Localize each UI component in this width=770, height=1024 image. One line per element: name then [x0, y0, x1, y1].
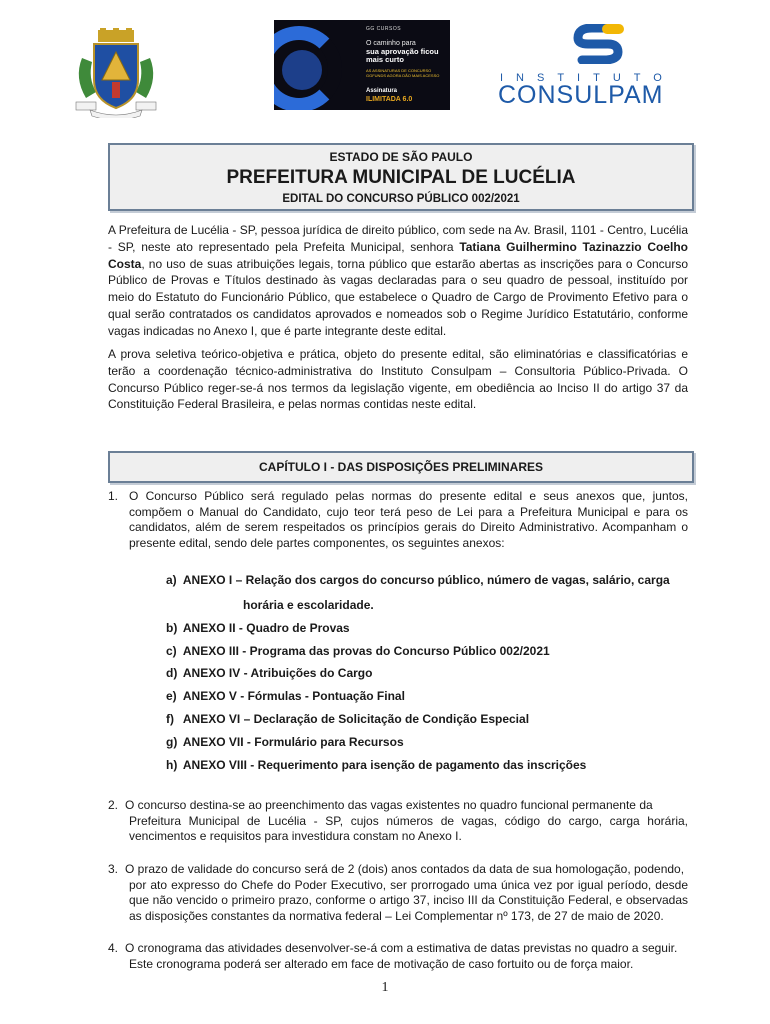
- consulpam-logo: [498, 24, 704, 110]
- list-item-2: [108, 798, 688, 845]
- page-number: 1: [381, 980, 389, 995]
- promo-line2: sua aprovação ficou mais curto: [366, 47, 439, 64]
- list-item-1: [108, 489, 688, 551]
- item-text-first: O prazo de validade do concurso será de 2 (dois) anos contados da data de sua homologação, podendo,: [125, 862, 685, 876]
- item-text-rest: Este cronograma poderá ser alterado em face de motivação de caso fortuito ou de força maior.: [129, 956, 634, 971]
- annex-item-g: g) ANEXO VII - Formulário para Recursos: [166, 735, 404, 749]
- intro-p1-after: , no uso de suas atribuições legais, torna público que estarão abertas as inscrições para o Concurso Público de Provas e Títulos destinado às vagas declaradas para o seu quadro de pessoal, instituído por meio do Estatuto do Funcionário Público, que estabelece o Quadro de Cargo de Provimento Efetivo para o qual serão contratados os candidatos aprovados e nomeados sob o Regime Jurídico Estatutário, conforme vagas indicadas no Anexo I, que é parte integrante deste edital.: [108, 256, 688, 338]
- item-number: 1.: [108, 489, 119, 503]
- intro-p1-before: A Prefeitura de Lucélia - SP, pessoa jurídica de direito público, com sede na Av. Brasil, 1101 - Centro, Lucélia - SP, neste ato representado pela Prefeita Municipal, senhora: [108, 223, 688, 254]
- logo-row: [0, 18, 770, 118]
- item-number: 4.: [108, 941, 119, 955]
- intro-paragraph-1: [108, 222, 688, 340]
- list-item-3: [108, 862, 688, 924]
- annex-text: ANEXO III - Programa das provas do Concurso Público 002/2021: [182, 644, 550, 658]
- annex-item-a: a) ANEXO I – Relação dos cargos do concurso público, número de vagas, salário, carga: [166, 573, 670, 587]
- promo-ring-inner: [282, 50, 322, 90]
- annex-item-f: f) ANEXO VI – Declaração de Solicitação de Condição Especial: [166, 712, 530, 726]
- state-name: ESTADO DE SÃO PAULO: [329, 150, 473, 164]
- page-title: PREFEITURA MUNICIPAL DE LUCÉLIA: [226, 167, 576, 188]
- promo-line3: AS ASSINATURAS DE CONCURSO GGFUNDS AGORA DÃO MAIS ACESSO: [366, 68, 440, 78]
- annex-item-b: b) ANEXO II - Quadro de Provas: [166, 621, 350, 635]
- consulpam-s-icon: [572, 24, 626, 64]
- item-text-rest: Prefeitura Municipal de Lucélia - SP, cujos números de vagas, código do cargo, carga horária, vencimentos e requisitos para investidura constam no Anexo I.: [129, 813, 688, 844]
- annex-text: ANEXO VII - Formulário para Recursos: [182, 735, 404, 749]
- annex-text: ANEXO VIII - Requerimento para isenção de pagamento das inscrições: [182, 758, 587, 772]
- list-item-4: [108, 941, 688, 972]
- item-number: 2.: [108, 798, 119, 812]
- promo-brand: GG CURSOS: [366, 26, 402, 32]
- annex-item-c: c) ANEXO III - Programa das provas do Concurso Público 002/2021: [166, 644, 550, 658]
- consulpam-name: CONSULPAM: [498, 81, 664, 109]
- annex-item-e: e) ANEXO V - Fórmulas - Pontuação Final: [166, 689, 405, 703]
- annex-item-a-cont: horária e escolaridade.: [243, 598, 374, 612]
- annex-text: ANEXO I – Relação dos cargos do concurso público, número de vagas, salário, carga: [182, 573, 670, 587]
- annex-text: ANEXO IV - Atribuições do Cargo: [182, 666, 373, 680]
- chapter-title: CAPÍTULO I - DAS DISPOSIÇÕES PRELIMINARES: [258, 460, 544, 474]
- item-text-rest: por ato expresso do Chefe do Poder Executivo, ser prorrogado uma única vez por igual período, desde que não vencido o primeiro prazo, conforme o artigo 37, inciso III da Constituição Federal, e observadas as disposições constantes da normativa federal – Lei Complementar nº 173, de 27 de maio de 2020.: [129, 877, 688, 923]
- edital-subtitle: EDITAL DO CONCURSO PÚBLICO 002/2021: [282, 193, 520, 205]
- annex-text: ANEXO II - Quadro de Provas: [182, 621, 350, 635]
- mayor-name: Tatiana Guilhermino Tazinazzio Coelho Costa: [108, 239, 688, 271]
- annex-text: ANEXO V - Fórmulas - Pontuação Final: [182, 689, 405, 703]
- intro-paragraph-2: A prova seletiva teórico-objetiva e prática, objeto do presente edital, são eliminatórias e classificatórias e terão a coordenação técnico-administrativa do Instituto Consulpam – Consultoria Público-Privada. O Concurso Público reger-se-á nos termos da legislação vigente, em obediência ao Inciso II do artigo 37 da Constituição Federal Brasileira, e pelas normas contidas neste edital.: [108, 347, 688, 412]
- item-text-first: O concurso destina-se ao preenchimento das vagas existentes no quadro funcional permanente da: [125, 798, 653, 812]
- document-header: [108, 143, 694, 211]
- chapter-header: [108, 451, 694, 483]
- item-text: O Concurso Público será regulado pelas normas do presente edital e seus anexos que, juntos, compõem o Manual do Candidato, cujo teor terá peso de Lei para a Prefeitura Municipal e para os candidatos, além de serem respeitados os princípios gerais do Direito Administrativo. Acompanham o presente edital, sendo dele partes componentes, os seguintes anexos:: [129, 489, 688, 550]
- promo-banner: [274, 20, 450, 110]
- lucelia-coat-of-arms: [68, 28, 164, 118]
- annex-item-h: h) ANEXO VIII - Requerimento para isenção de pagamento das inscrições: [166, 758, 587, 772]
- item-text-first: O cronograma das atividades desenvolver-se-á com a estimativa de datas previstas no quadro a seguir.: [125, 941, 678, 955]
- promo-line1: O caminho para: [366, 40, 416, 47]
- promo-line5: ILIMITADA 6.0: [366, 96, 413, 103]
- consulpam-instituto: INSTITUTO: [500, 72, 675, 84]
- annex-text: ANEXO VI – Declaração de Solicitação de Condição Especial: [182, 712, 530, 726]
- promo-line4: Assinatura: [366, 88, 398, 94]
- item-number: 3.: [108, 862, 119, 876]
- annex-item-d: d) ANEXO IV - Atribuições do Cargo: [166, 666, 373, 680]
